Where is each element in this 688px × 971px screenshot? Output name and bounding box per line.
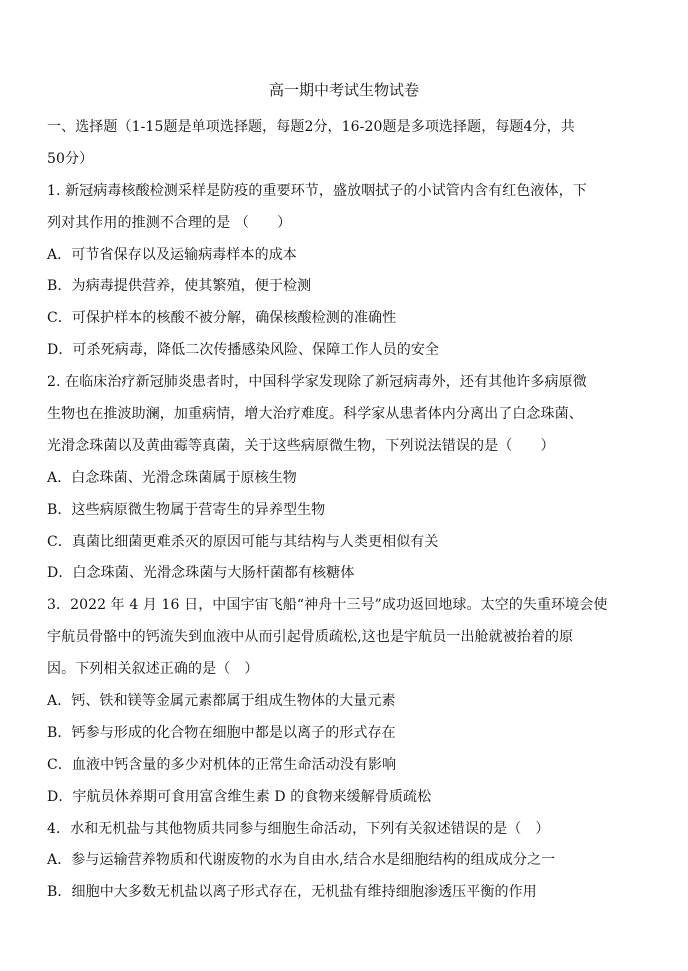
option-b: B．为病毒提供营养，使其繁殖，便于检测 [47,278,312,295]
question-3 [47,590,647,813]
option-a: A．钙、铁和镁等金属元素都属于组成生物体的大量元素 [47,693,396,710]
section-heading: 一、选择题（1-15题是单项选择题，每题2分，16-20题是多项选择题，每题4分，共 [47,119,575,135]
question-stem: 列对其作用的推测不合理的是 （ ） [47,214,292,231]
exam-content [47,112,647,909]
question-stem: 宇航员骨骼中的钙流失到血液中从而引起骨质疏松,这也是宇航员一出舱就被抬着的原 [47,629,574,646]
page-title: 高一期中考试生物试卷 [268,81,419,99]
option-c: C．可保护样本的核酸不被分解，确保核酸检测的准确性 [47,310,397,327]
question-2 [47,367,647,590]
question-stem: 生物也在推波助澜，加重病情，增大治疗难度。科学家从患者体内分离出了白念珠菌、 [47,406,583,423]
question-stem: 光滑念珠菌以及黄曲霉等真菌，关于这些病原微生物，下列说法错误的是（ ） [47,437,555,454]
option-d: D．白念珠菌、光滑念珠菌与大肠杆菌都有核糖体 [47,565,355,582]
option-d: D．宇航员休养期可食用富含维生素 D 的食物来缓解骨质疏松 [47,788,432,805]
option-b: B．这些病原微生物属于营寄生的异养型生物 [47,501,326,518]
option-c: C．血液中钙含量的多少对机体的正常生命活动没有影响 [47,756,397,773]
section-heading-continued: 50分） [47,150,94,167]
question-stem: 4．水和无机盐与其他物质共同参与细胞生命活动，下列有关叙述错误的是（ ） [47,820,550,837]
option-a: A．白念珠菌、光滑念珠菌属于原核生物 [47,469,297,486]
question-stem: 2. 在临床治疗新冠肺炎患者时，中国科学家发现除了新冠病毒外，还有其他许多病原微 [47,374,587,391]
option-b: B．钙参与形成的化合物在细胞中都是以离子的形式存在 [47,724,396,741]
option-b: B．细胞中大多数无机盐以离子形式存在，无机盐有维持细胞渗透压平衡的作用 [47,884,537,901]
option-a: A．参与运输营养物质和代谢废物的水为自由水,结合水是细胞结构的组成成分之一 [47,852,556,869]
question-stem: 因。下列相关叙述正确的是（ ） [47,661,259,678]
question-4 [47,814,647,910]
question-stem: 1. 新冠病毒核酸检测采样是防疫的重要环节，盛放咽拭子的小试管内含有红色液体，下 [47,182,587,199]
option-a: A．可节省保存以及运输病毒样本的成本 [47,246,297,263]
option-c: C．真菌比细菌更难杀灭的原因可能与其结构与人类更相似有关 [47,533,439,550]
option-d: D．可杀死病毒，降低二次传播感染风险、保障工作人员的安全 [47,342,440,359]
question-stem: 3．2022 年 4 月 16 日，中国宇宙飞船“神舟十三号”成功返回地球。太空的失重环境会使 [47,597,608,614]
question-1 [47,176,647,367]
